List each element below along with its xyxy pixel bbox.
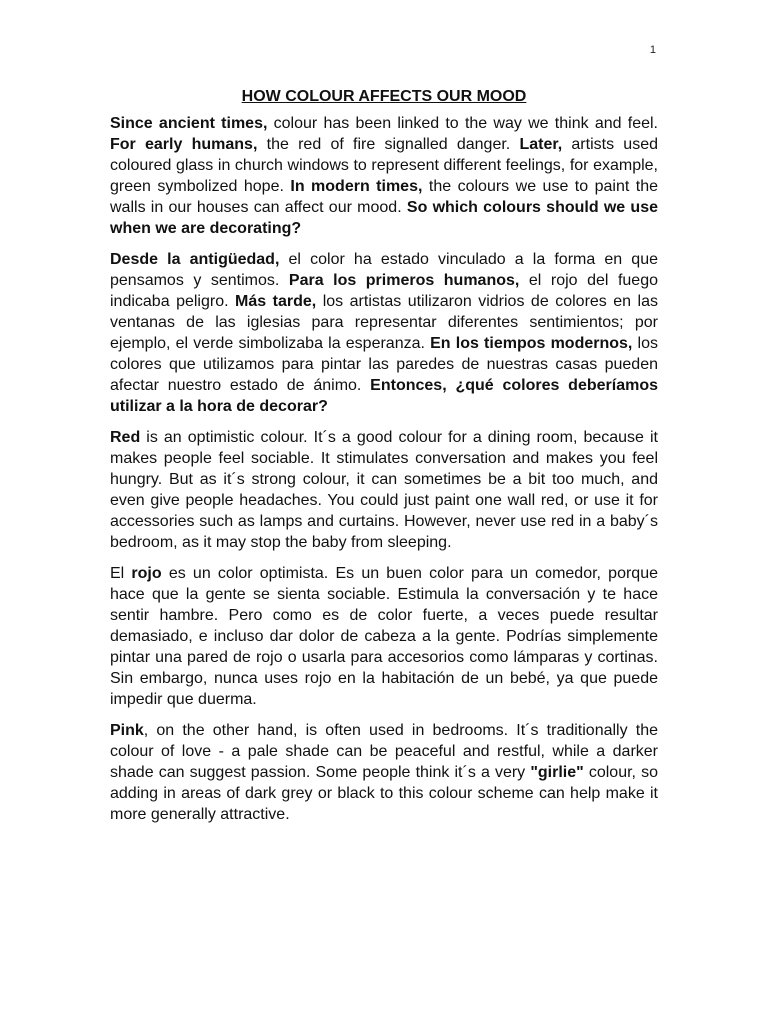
text: es un color optimista. Es un buen color para un comedor, porque hace que la gente se sienta sociable. Estimula la conversación y te hace sentir hambre. Pero como es de color fuerte, a veces puede resultar demasiado, e incluso dar dolor de cabeza a la gente. Podrías simplemente pintar una pared de rojo o usarla para accesorios como lámparas y cortinas. Sin embargo, nunca uses rojo en la habitación de un bebé, ya que puede impedir que duerma. [110, 565, 658, 708]
bold-text: Red [110, 429, 141, 446]
bold-text: Más tarde, [235, 293, 317, 310]
paragraph-en [110, 113, 658, 239]
bold-text: Desde la antigüedad, [110, 251, 280, 268]
text: colour has been linked to the way we think and feel. [267, 115, 658, 132]
bold-text: En los tiempos modernos, [430, 335, 633, 352]
document-title: HOW COLOUR AFFECTS OUR MOOD [241, 88, 527, 105]
bold-text: Pink [110, 722, 144, 739]
bold-text: Entonces, ¿qué colores deberíamos utilizar a la hora de decorar? [110, 377, 658, 415]
bold-text: Para los primeros humanos, [288, 272, 520, 289]
bold-text: rojo [131, 565, 162, 582]
paragraph-en [110, 720, 658, 825]
text: El [110, 565, 132, 582]
bold-text: Since ancient times, [110, 115, 268, 132]
text: el rojo del fuego indicaba peligro. [110, 272, 658, 310]
text: los colores que utilizamos para pintar las paredes de nuestras casas pueden afectar nuestro estado de ánimo. [110, 335, 658, 394]
paragraph-en [110, 427, 658, 553]
text: artists used coloured glass in church windows to represent different feelings, for example, green symbolized hope. [110, 136, 658, 195]
text: colour, so adding in areas of dark grey or black to this colour scheme can help make it more generally attractive. [110, 764, 658, 823]
bold-text: Later, [519, 136, 563, 153]
text: los artistas utilizaron vidrios de colores en las ventanas de las iglesias para representar diferentes sentimientos; por ejemplo, el verde simbolizaba la esperanza. [110, 293, 659, 352]
text: the red of fire signalled danger. [257, 136, 520, 153]
paragraph-es [110, 249, 658, 417]
bold-text: For early humans, [110, 136, 258, 153]
text: , on the other hand, is often used in bedrooms. It´s traditionally the colour of love - a pale shade can be peaceful and restful, while a darker shade can suggest passion. Some people think it´s a very [110, 722, 658, 781]
paragraph-es [110, 563, 658, 710]
document-body [110, 86, 658, 835]
bold-text: So which colours should we use when we are decorating? [110, 199, 659, 237]
bold-text: In modern times, [290, 178, 423, 195]
page-number: 1 [649, 44, 656, 56]
paragraph-list [110, 113, 658, 825]
text: the colours we use to paint the walls in our houses can affect our mood. [110, 178, 659, 216]
text: el color ha estado vinculado a la forma en que pensamos y sentimos. [110, 251, 658, 289]
bold-text: "girlie" [530, 764, 584, 781]
text: is an optimistic colour. It´s a good colour for a dining room, because it makes people feel sociable. It stimulates conversation and makes you feel hungry. But as it´s strong colour, it can sometimes be a bit too much, and even give people headaches. You could just paint one wall red, or use it for accessories such as lamps and curtains. However, never use red in a baby´s bedroom, as it may stop the baby from sleeping. [110, 429, 658, 551]
